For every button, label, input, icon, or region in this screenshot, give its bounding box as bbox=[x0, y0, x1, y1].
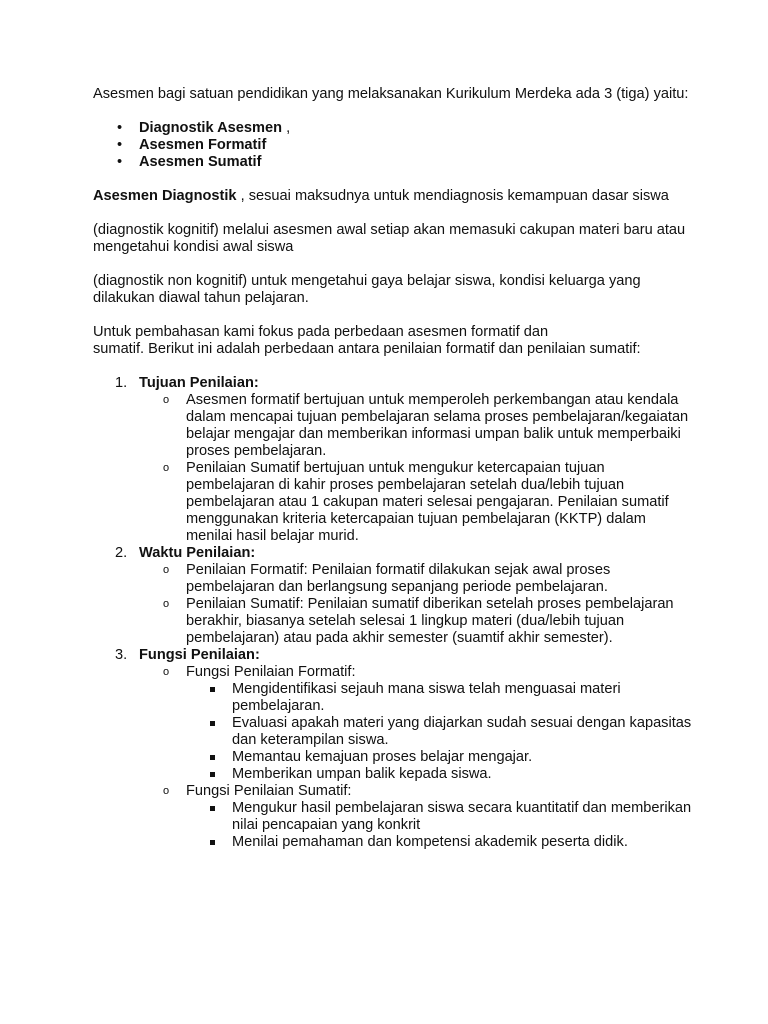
list-item: o Penilaian Sumatif: Penilaian sumatif diberikan setelah proses pembelajaran berakhir, biasanya setelah selesai 1 lingkup materi (dua/lebih tujuan pembelajaran) atau pada akhir semester (suamtif akhir semester). bbox=[163, 596, 674, 646]
list-item: o Penilaian Formatif: Penilaian formatif dilakukan sejak awal proses pembelajaran dan berlangsung sepanjang periode pembelajaran. bbox=[163, 562, 611, 595]
list-item: Evaluasi apakah materi yang diajarkan sudah sesuai dengan kapasitas dan keterampilan siswa. bbox=[232, 715, 693, 749]
assessment-types-list bbox=[93, 120, 693, 171]
circle-bullet-icon: o bbox=[163, 394, 170, 406]
list-item bbox=[163, 664, 693, 783]
diagnostik-term: Asesmen Diagnostik bbox=[93, 188, 237, 204]
square-bullet-icon bbox=[210, 687, 215, 692]
list-item: Memberikan umpan balik kepada siswa. bbox=[232, 766, 693, 783]
circle-bullet-icon: o bbox=[163, 462, 170, 474]
section-title: Waktu Penilaian: bbox=[139, 545, 256, 561]
square-bullet-icon bbox=[210, 772, 215, 777]
list-item: Menilai pemahaman dan kompetensi akademik peserta didik. bbox=[232, 834, 693, 851]
list-item bbox=[163, 783, 693, 851]
section-number: 2. bbox=[115, 545, 128, 561]
section-title: Tujuan Penilaian: bbox=[139, 375, 259, 391]
section-title: Fungsi Penilaian: bbox=[139, 647, 260, 663]
square-bullet-icon bbox=[210, 721, 215, 726]
list-item: o Penilaian Sumatif bertujuan untuk mengukur ketercapaian tujuan pembelajaran di kahir proses pembelajaran setelah dua/lebih tujuan pembelajaran atau 1 cakupan materi selesai pengajaran. Penilaian sumatif menggunakan kriteria ketercapaian tujuan pembelajaran (KKTP) dalam menilai hasil belajar murid. bbox=[163, 460, 669, 544]
square-bullet-icon bbox=[210, 806, 215, 811]
document-page bbox=[93, 86, 693, 851]
comparison-list bbox=[93, 375, 693, 851]
section-waktu bbox=[115, 545, 693, 647]
list-item: Mengukur hasil pembelajaran siswa secara kuantitatif dan memberikan nilai pencapaian yang konkrit bbox=[232, 800, 693, 834]
section-tujuan bbox=[115, 375, 693, 545]
non-kognitif-paragraph: (diagnostik non kognitif) untuk mengetahui gaya belajar siswa, kondisi keluarga yang dilakukan diawal tahun pelajaran. bbox=[93, 273, 641, 306]
circle-bullet-icon: o bbox=[163, 598, 170, 610]
square-bullet-icon bbox=[210, 840, 215, 845]
group-label: Fungsi Penilaian Formatif: bbox=[186, 664, 356, 680]
list-item: • Diagnostik Asesmen , bbox=[139, 120, 693, 137]
circle-bullet-icon: o bbox=[163, 666, 170, 678]
intro-paragraph: Asesmen bagi satuan pendidikan yang melaksanakan Kurikulum Merdeka ada 3 (tiga) yaitu: bbox=[93, 86, 689, 102]
section-fungsi bbox=[115, 647, 693, 851]
circle-bullet-icon: o bbox=[163, 564, 170, 576]
section-number: 3. bbox=[115, 647, 128, 663]
circle-bullet-icon: o bbox=[163, 785, 170, 797]
diagnostik-paragraph: Asesmen Diagnostik , sesuai maksudnya untuk mendiagnosis kemampuan dasar siswa bbox=[93, 188, 669, 204]
group-label: Fungsi Penilaian Sumatif: bbox=[186, 783, 352, 799]
list-item: Mengidentifikasi sejauh mana siswa telah menguasai materi pembelajaran. bbox=[232, 681, 693, 715]
pembahasan-paragraph: Untuk pembahasan kami fokus pada perbedaan asesmen formatif dan sumatif. Berikut ini adalah perbedaan antara penilaian formatif dan penilaian sumatif: bbox=[93, 324, 641, 357]
list-item: • Asesmen Formatif bbox=[139, 137, 693, 154]
list-item: • Asesmen Sumatif bbox=[139, 154, 693, 171]
square-bullet-icon bbox=[210, 755, 215, 760]
section-number: 1. bbox=[115, 375, 128, 391]
kognitif-paragraph: (diagnostik kognitif) melalui asesmen awal setiap akan memasuki cakupan materi baru atau mengetahui kondisi awal siswa bbox=[93, 222, 686, 255]
list-item: Memantau kemajuan proses belajar mengajar. bbox=[232, 749, 693, 766]
list-item: o Asesmen formatif bertujuan untuk memperoleh perkembangan atau kendala dalam mencapai tujuan pembelajaran selama proses pembelajaran/kegaiatan belajar mengajar dan memberikan informasi umpan balik untuk memperbaiki proses pembelajaran. bbox=[163, 392, 689, 459]
